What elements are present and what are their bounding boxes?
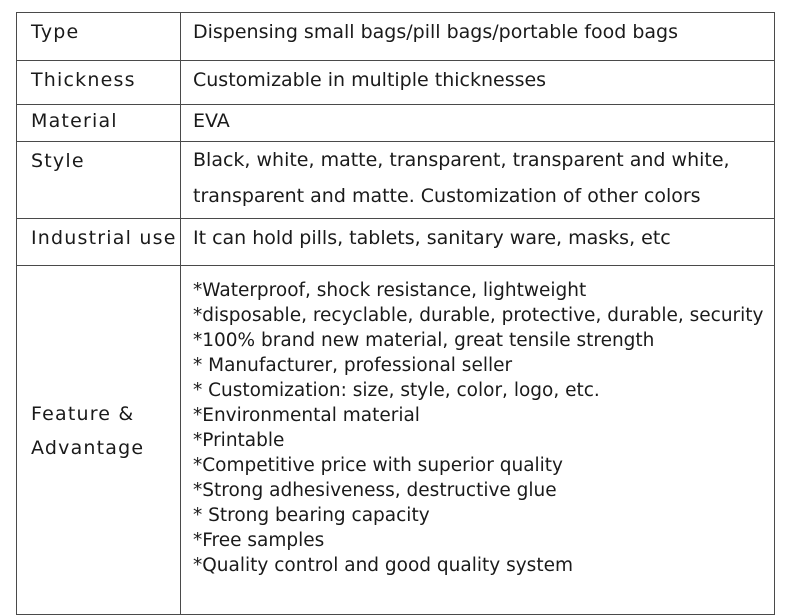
list-item: *Strong adhesiveness, destructive glue: [193, 480, 557, 501]
list-item: *100% brand new material, great tensile strength: [193, 330, 655, 351]
thickness-label: Thickness: [17, 61, 181, 105]
type-label: Type: [17, 13, 181, 61]
style-line: Black, white, matte, transparent, transparent and white,: [193, 149, 730, 171]
list-item: *Environmental material: [193, 405, 420, 426]
feature-value: [181, 266, 775, 615]
list-item: * Manufacturer, professional seller: [193, 355, 513, 376]
material-label: Material: [17, 105, 181, 142]
style-label: Style: [17, 142, 181, 219]
table-row-feature: [17, 266, 775, 615]
list-item: *Waterproof, shock resistance, lightweight: [193, 280, 587, 301]
table-row-material: [17, 105, 775, 142]
feature-list: [193, 278, 774, 578]
table-row-type: [17, 13, 775, 61]
spec-table: [16, 12, 775, 615]
list-item: * Customization: size, style, color, logo, etc.: [193, 380, 600, 401]
list-item: *Printable: [193, 430, 285, 451]
list-item: *disposable, recyclable, durable, protective, durable, security: [193, 305, 764, 326]
style-value: [181, 142, 775, 219]
thickness-value: Customizable in multiple thicknesses: [181, 61, 775, 105]
list-item: * Strong bearing capacity: [193, 505, 430, 526]
material-value: EVA: [181, 105, 775, 142]
feature-label-line: Feature &: [31, 403, 135, 425]
feature-label-line: Advantage: [31, 437, 145, 459]
style-line: transparent and matte. Customization of other colors: [193, 185, 701, 207]
list-item: *Quality control and good quality system: [193, 555, 573, 576]
table-row-industrial-use: [17, 219, 775, 266]
list-item: *Competitive price with superior quality: [193, 455, 564, 476]
feature-label: [17, 266, 181, 615]
industrial-use-value: It can hold pills, tablets, sanitary ware, masks, etc: [181, 219, 775, 266]
type-value: Dispensing small bags/pill bags/portable food bags: [181, 13, 775, 61]
list-item: *Free samples: [193, 530, 325, 551]
table-row-style: [17, 142, 775, 219]
table-row-thickness: [17, 61, 775, 105]
industrial-use-label: Industrial use: [17, 219, 181, 266]
